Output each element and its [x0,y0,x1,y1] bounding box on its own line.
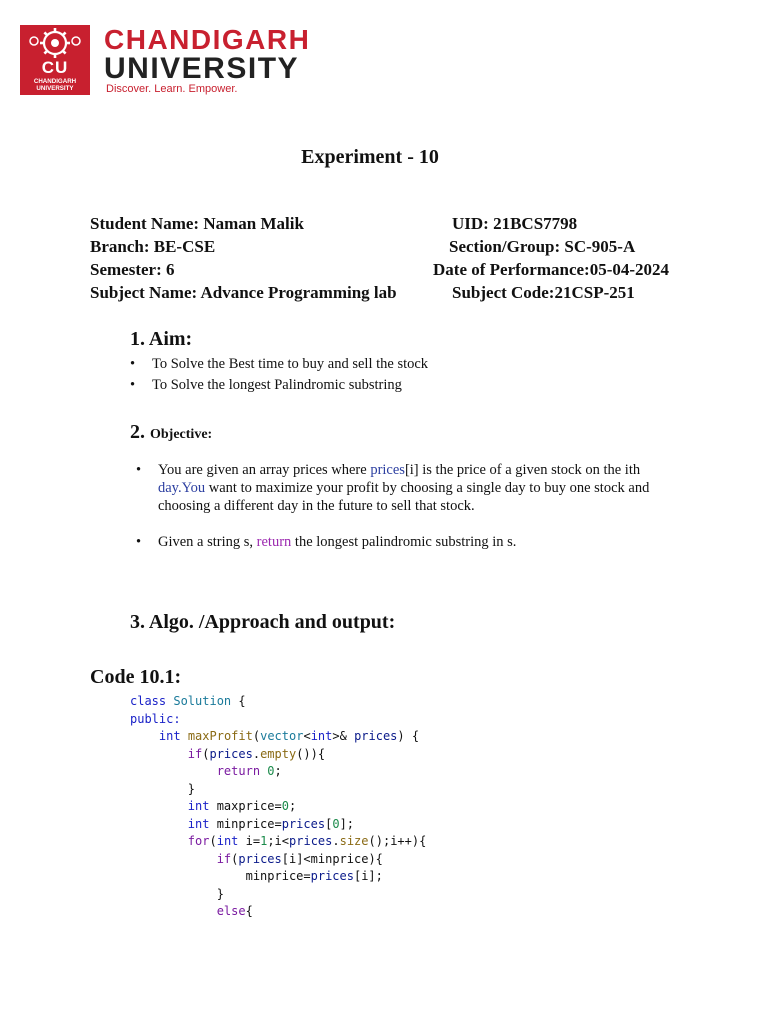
uid: UID: 21BCS7798 [452,214,578,233]
obj2-return-link[interactable]: return [256,534,292,550]
objective-item-2 [158,533,698,551]
obj1-day-link[interactable]: day.You [158,480,206,496]
code-line-10: if(prices[i]<minprice){ [216,851,383,866]
objective-heading [130,421,212,444]
code-line-6: } [187,781,196,796]
code-line-3: int maxProfit(vector<int>& prices) { [158,729,420,743]
code-line-5: return 0; [216,764,282,778]
code-block [130,693,426,921]
code-line-8: int minprice=prices[0]; [187,816,355,831]
obj2-text-a: Given a string s, [158,534,257,550]
aim-item-2: • To Solve the longest Palindromic substring [152,376,428,394]
code-line-2: public: [130,711,181,726]
code-line-12: } [216,886,224,901]
brand-tagline: Discover. Learn. Empower. [106,83,238,95]
branch: Branch: BE-CSE [90,237,216,256]
obj1-prices-link[interactable]: prices [370,462,405,478]
approach-heading: 3. Algo. /Approach and output: [130,611,396,633]
page-title: Experiment - 10 [301,146,439,168]
code-title: Code 10.1: [90,666,182,688]
objective-title: Objective: [150,427,213,442]
obj1-text-d: choosing a different day in the future to sell that stock. [158,498,475,514]
section-group: Section/Group: SC-905-A [449,237,636,256]
objective-item-1 [158,461,698,515]
subject-code: Subject Code:21CSP-251 [452,283,635,302]
semester: Semester: 6 [90,260,175,279]
code-line-7: int maxprice=0; [187,799,297,813]
code-line-13: else{ [216,904,253,918]
code-line-4: if(prices.empty()){ [187,746,326,761]
obj1-text-a: You are given an array prices where [158,462,371,478]
subject-name: Subject Name: Advance Programming lab [90,283,397,302]
objective-list [158,461,698,551]
brand-line2: UNIVERSITY [104,52,300,85]
code-line-1: class Solution { [130,694,246,708]
code-line-11: minprice=prices[i]; [245,869,383,883]
date-of-performance: Date of Performance:05-04-2024 [433,260,670,279]
obj2-text-b: the longest palindromic substring in s. [291,534,517,550]
aim-heading: 1. Aim: [130,328,193,350]
obj1-text-c: want to maximize your profit by choosing a single day to buy one stock and [205,480,650,496]
student-name: Student Name: Naman Malik [90,214,304,233]
university-logo [20,25,350,97]
aim-list [152,355,428,394]
obj1-text-b: [i] is the price of a given stock on the ith [404,462,641,478]
aim-item-1: • To Solve the Best time to buy and sell the stock [152,355,428,373]
seal-caption-line2: UNIVERSITY [36,85,74,92]
university-seal [20,25,90,95]
brand-line1: CHANDIGARH [104,24,311,55]
objective-number: 2. [130,421,145,443]
seal-caption-line1: CHANDIGARH [33,78,77,85]
seal-text: CU [41,58,69,77]
code-line-9: for(int i=1;i<prices.size();i++){ [187,834,427,848]
